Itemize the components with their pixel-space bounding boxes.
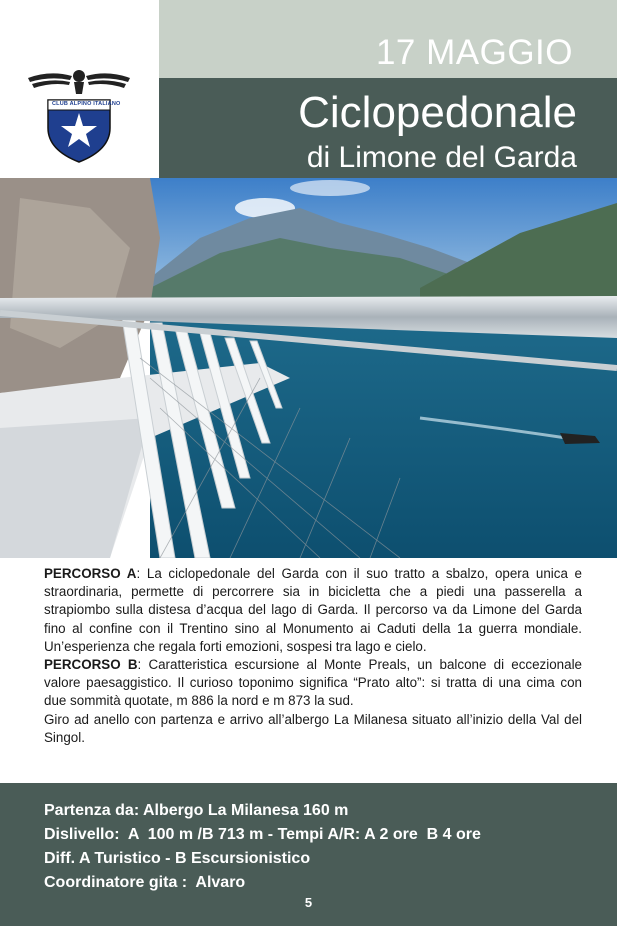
event-date: 17 MAGGIO [375,33,573,72]
difficolta-line: Diff. A Turistico - B Escursionistico [44,850,311,867]
date-band [159,0,617,78]
coordinatore-line: Coordinatore gita : Alvaro [44,874,246,891]
dislivello-line: Dislivello: A 100 m /B 713 m - Tempi A/R: A 2 ore B 4 ore [44,826,481,843]
percorso-a-paragraph [44,565,582,656]
page-number: 5 [304,895,313,910]
logo-text: CLUB ALPINO ITALIANO [52,101,121,107]
percorso-a-label: PERCORSO A [44,566,137,581]
title-band [159,78,617,178]
giro-paragraph: Giro ad anello con partenza e arrivo all’albergo La Milanesa situato all’inizio della Val del Singol. [44,711,582,745]
cai-star-shield-icon [0,0,159,178]
description [44,565,582,747]
page-subtitle: di Limone del Garda [306,141,577,174]
percorso-b-label: PERCORSO B [44,657,138,673]
cai-logo [0,0,159,178]
percorso-a-text: : La ciclopedonale del Garda con il suo tratto a sbalzo, opera unica e straordinaria, permette di percorrere sia in bicicletta che a piedi una passerella a strapiombo sulla distesa d’acqua del lago di Garda. Il percorso va da Limone del Garda fino al confine con il Trentino sino al Monumento ai Caduti della 1a guerra mondiale. Un’esperienza che regala forti emozioni, sospesi tra lago e cielo. [44,566,583,654]
percorso-b-text: : Caratteristica escursione al Monte Preals, un balcone di eccezionale valore paesaggistico. Il curioso toponimo significa “Prato alto”: si tratta di una cima con due sommità quotate, m 886 la nord e m 873 la sud. [44,657,582,709]
lake-walkway-photo [0,178,617,558]
partenza-line: Partenza da: Albergo La Milanesa 160 m [44,802,349,819]
info-footer [0,783,617,926]
percorso-b-paragraph [44,656,582,711]
trip-details [44,799,481,895]
page-title: Ciclopedonale [298,88,577,137]
